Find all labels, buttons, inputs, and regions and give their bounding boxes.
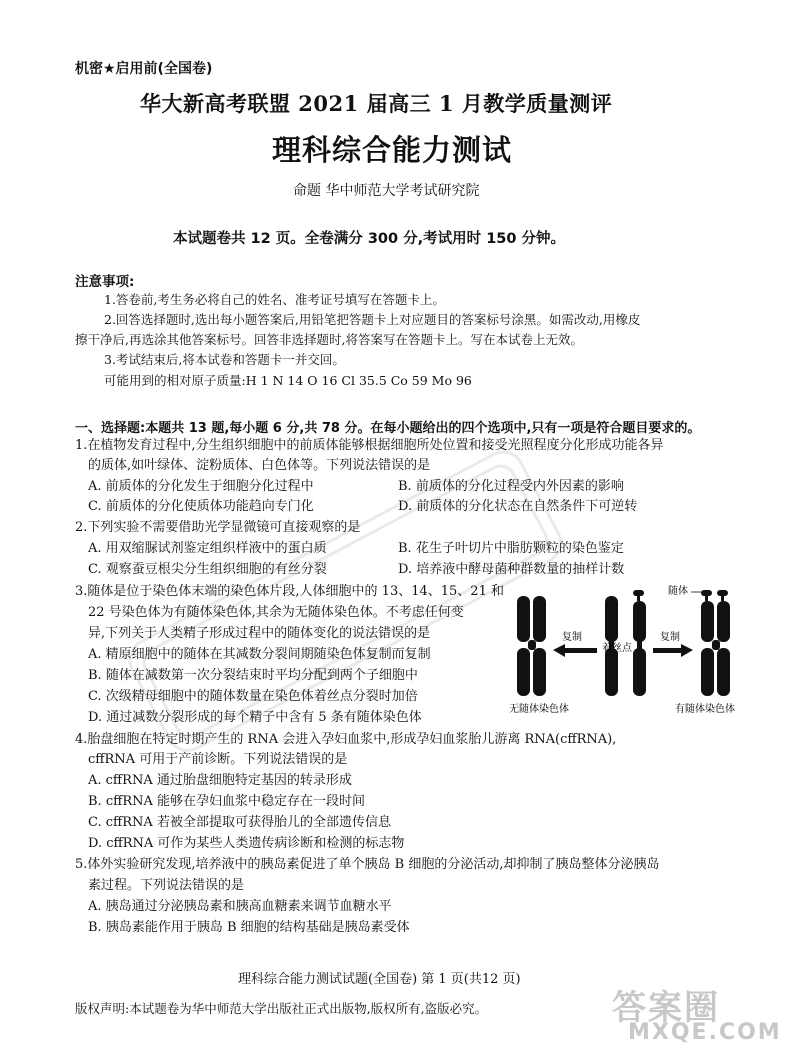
question-3-option-b: B. 随体在减数第一次分裂结束时平均分配到两个子细胞中 bbox=[88, 668, 418, 683]
question-3-stem: 22 号染色体为有随体染色体,其余为无随体染色体。不考虑任何变 bbox=[88, 605, 464, 620]
question-5-option-b: B. 胰岛素能作用于胰岛 B 细胞的结构基础是胰岛素受体 bbox=[88, 920, 410, 935]
satellite-label: 随体 bbox=[668, 586, 688, 597]
exam-title: 理科综合能力测试 bbox=[272, 133, 513, 167]
replicated-chromosome-with-satellite bbox=[701, 590, 730, 696]
question-3-stem: 3.随体是位于染色体末端的染色体片段,人体细胞中的 13、14、15、21 和 bbox=[75, 584, 504, 599]
question-1-option-d: D. 前质体的分化状态在自然条件下可逆转 bbox=[398, 499, 638, 514]
brand-logo: 答案圈 bbox=[612, 988, 720, 1028]
notes-line: 3.考试结束后,将本试卷和答题卡一并交回。 bbox=[104, 352, 345, 367]
replicated-chromosome-without-satellite bbox=[517, 596, 546, 696]
question-3-option-c: C. 次级精母细胞中的随体数量在染色体着丝点分裂时加倍 bbox=[88, 689, 418, 704]
chromosome-diagram bbox=[505, 578, 745, 718]
single-chromosome-with-satellite bbox=[633, 590, 646, 696]
question-4-stem: cffRNA 可用于产前诊断。下列说法错误的是 bbox=[88, 752, 348, 767]
question-4-stem: 4.胎盘细胞在特定时期产生的 RNA 会进入孕妇血浆中,形成孕妇血浆胎儿游离 RNA(cffRNA), bbox=[75, 732, 617, 747]
question-1-option-a: A. 前质体的分化发生于细胞分化过程中 bbox=[88, 479, 314, 494]
question-3-option-a: A. 精原细胞中的随体在其减数分裂间期随染色体复制而复制 bbox=[88, 647, 431, 662]
question-1-option-b: B. 前质体的分化过程受内外因素的影响 bbox=[398, 479, 624, 494]
author-line: 命题 华中师范大学考试研究院 bbox=[293, 183, 480, 199]
notes-line: 擦干净后,再选涂其他答案标号。回答非选择题时,将答案写在答题卡上。写在本试卷上无效。 bbox=[75, 332, 583, 347]
notes-line: 2.回答选择题时,选出每小题答案后,用铅笔把答题卡上对应题目的答案标号涂黑。如需改动,用橡皮 bbox=[104, 312, 641, 327]
exam-summary: 本试题卷共 12 页。全卷满分 300 分,考试用时 150 分钟。 bbox=[173, 231, 566, 247]
question-2-option-b: B. 花生子叶切片中脂肪颗粒的染色鉴定 bbox=[398, 541, 624, 556]
series-title: 华大新高考联盟 2021 届高三 1 月教学质量测评 bbox=[140, 91, 613, 116]
question-2-stem: 2.下列实验不需要借助光学显微镜可直接观察的是 bbox=[75, 520, 361, 535]
question-5-option-a: A. 胰岛通过分泌胰岛素和胰高血糖素来调节血糖水平 bbox=[88, 899, 392, 914]
notes-line: 1.答卷前,考生务必将自己的姓名、准考证号填写在答题卡上。 bbox=[104, 292, 445, 307]
question-1-option-c: C. 前质体的分化使质体功能趋向专门化 bbox=[88, 499, 314, 514]
question-2-option-c: C. 观察蚕豆根尖分生组织细胞的有丝分裂 bbox=[88, 562, 327, 577]
confidential-label: 机密★启用前(全国卷) bbox=[75, 61, 213, 77]
replicate-arrow-right bbox=[653, 644, 693, 657]
question-1-stem: 的质体,如叶绿体、淀粉质体、白色体等。下列说法错误的是 bbox=[88, 458, 431, 473]
question-3-stem: 异,下列关于人类精子形成过程中的随体变化的说法错误的是 bbox=[88, 626, 431, 641]
section-heading: 一、选择题:本题共 13 题,每小题 6 分,共 78 分。在每小题给出的四个选项中,只有一项是符合题目要求的。 bbox=[75, 421, 701, 436]
question-5-stem: 素过程。下列说法错误的是 bbox=[88, 878, 245, 893]
question-3-option-d: D. 通过减数分裂形成的每个精子中含有 5 条有随体染色体 bbox=[88, 710, 422, 725]
notes-heading: 注意事项: bbox=[75, 274, 135, 290]
caption-without-satellite: 无随体染色体 bbox=[509, 704, 569, 715]
atomic-mass-line: 可能用到的相对原子质量:H 1 N 14 O 16 Cl 35.5 Co 59 Mo 96 bbox=[104, 373, 472, 388]
question-5-stem: 5.体外实验研究发现,培养液中的胰岛素促进了单个胰岛 B 细胞的分泌活动,却抑制了胰岛整体分泌胰岛 bbox=[75, 857, 660, 872]
replicate-label-right: 复制 bbox=[660, 632, 680, 643]
brand-url: MXQE.COM bbox=[628, 1020, 782, 1045]
question-4-option-a: A. cffRNA 通过胎盘细胞特定基因的转录形成 bbox=[88, 773, 352, 788]
page-footer: 理科综合能力测试试题(全国卷) 第 1 页(共12 页) bbox=[238, 972, 521, 987]
question-4-option-c: C. cffRNA 若被全部提取可获得胎儿的全部遗传信息 bbox=[88, 815, 391, 830]
centromere-label: 着丝点 bbox=[602, 643, 632, 654]
replicate-arrow-left bbox=[553, 644, 597, 657]
question-1-stem: 1.在植物发育过程中,分生组织细胞中的前质体能够根据细胞所处位置和接受光照程度分化形成功能各异 bbox=[75, 438, 664, 453]
copyright-notice: 版权声明:本试题卷为华中师范大学出版社正式出版物,版权所有,盗版必究。 bbox=[75, 1001, 488, 1016]
replicate-label-left: 复制 bbox=[562, 632, 582, 643]
question-4-option-b: B. cffRNA 能够在孕妇血浆中稳定存在一段时间 bbox=[88, 794, 366, 809]
question-4-option-d: D. cffRNA 可作为某些人类遗传病诊断和检测的标志物 bbox=[88, 836, 405, 851]
question-2-option-a: A. 用双缩脲试剂鉴定组织样液中的蛋白质 bbox=[88, 541, 327, 556]
caption-with-satellite: 有随体染色体 bbox=[675, 704, 735, 715]
question-2-option-d: D. 培养液中酵母菌种群数量的抽样计数 bbox=[398, 562, 625, 577]
